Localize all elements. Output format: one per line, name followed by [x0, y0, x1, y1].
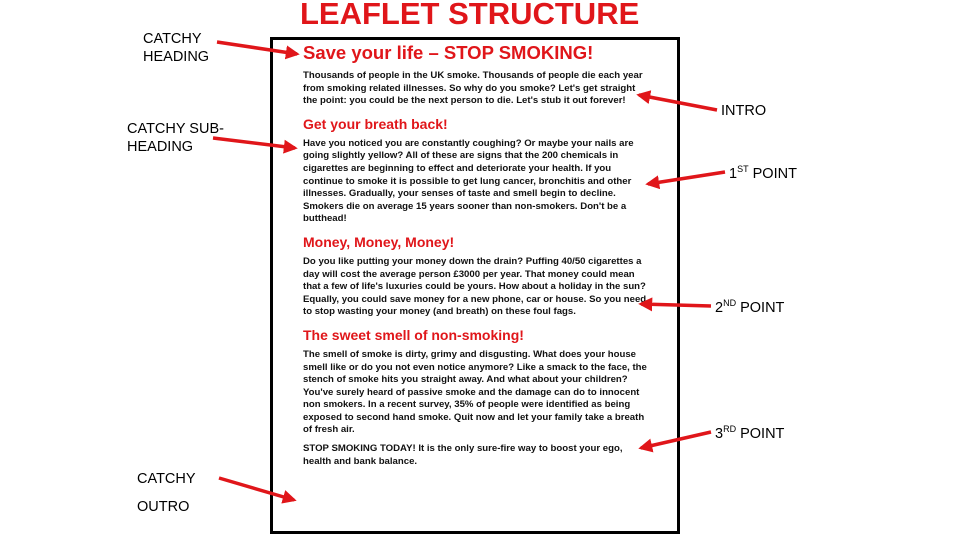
- label-catchy-outro-line-2: OUTRO: [137, 499, 190, 515]
- label-catchy-subheading-line-1: CATCHY SUB-: [127, 121, 224, 137]
- label-intro: INTRO: [721, 103, 767, 119]
- label-catchy-subheading-line-2: HEADING: [127, 139, 194, 155]
- label-point-3-word: POINT: [740, 426, 785, 442]
- label-catchy-heading-line-2: HEADING: [143, 49, 210, 65]
- arrow-catchy-subheading: [213, 138, 295, 148]
- label-point-3-number: 3: [715, 426, 724, 442]
- slide-title: LEAFLET STRUCTURE: [300, 0, 640, 31]
- leaflet-section-1-heading: Get your breath back!: [303, 115, 448, 132]
- arrow-catchy-heading: [217, 42, 297, 54]
- label-point-1-suffix: ST: [737, 164, 749, 174]
- leaflet-outro: STOP SMOKING TODAY! It is the only sure-fire way to boost your ego, health and bank balance.: [303, 443, 623, 467]
- leaflet-section-1-text: Have you noticed you are constantly coughing? Or maybe your nails are going slightly yellow? All of these are signs that the 200 chemicals in cigarettes are beginning to effect and deteriorate your health. If you continue to smoke it is possible to get lung cancer, bronchitis and other illnesses. Gradually, your senses of taste and smell begin to decline. Smokers die on average 15 years sooner than non-smokers. Don't be a butthead!: [303, 137, 634, 225]
- leaflet-section-3-heading: The sweet smell of non-smoking!: [303, 326, 524, 343]
- label-point-1-word: POINT: [752, 166, 797, 182]
- leaflet-intro: Thousands of people in the UK smoke. Thousands of people die each year from smoking related illnesses. So why do you smoke? Let's get straight the point: you could be the next person to die. Let's stub it out forever!: [303, 70, 643, 107]
- label-point-3-suffix: RD: [723, 424, 737, 434]
- leaflet-section-2-text: Do you like putting your money down the drain? Puffing 40/50 cigarettes a day will cost the average person £3000 per year. That money could mean that a few of life's luxuries could be yours. How about a holiday in the sun? Equally, you could save money for a new phone, car or house. So you need to stop wasting your money (and breath) on these foul fags.: [303, 255, 647, 318]
- label-catchy-outro-line-1: CATCHY: [137, 471, 196, 487]
- label-point-2-suffix: ND: [723, 298, 737, 308]
- arrow-point-1: [648, 172, 725, 184]
- leaflet-section-3-text: The smell of smoke is dirty, grimy and disgusting. What does your house smell like or do you not even notice anymore? Like a smack to the face, the stench of smoke hits you straight away. And what about your children? You've surely heard of passive smoke and the damage can do to innocent non smokers. In a recent survey, 35% of people were identified as being exposed to second hand smoke. Quit now and let your family take a breath of fresh air.: [303, 348, 647, 436]
- arrow-intro: [639, 95, 717, 110]
- label-point-1-number: 1: [729, 166, 738, 182]
- arrow-catchy-outro: [219, 478, 294, 500]
- label-point-2-word: POINT: [740, 300, 785, 316]
- arrow-point-3: [641, 432, 711, 448]
- leaflet-section-2-heading: Money, Money, Money!: [303, 233, 455, 250]
- label-catchy-heading-line-1: CATCHY: [143, 31, 202, 47]
- leaflet-heading: Save your life – STOP SMOKING!: [303, 42, 594, 63]
- label-point-2-number: 2: [715, 300, 724, 316]
- arrow-point-2: [641, 304, 711, 306]
